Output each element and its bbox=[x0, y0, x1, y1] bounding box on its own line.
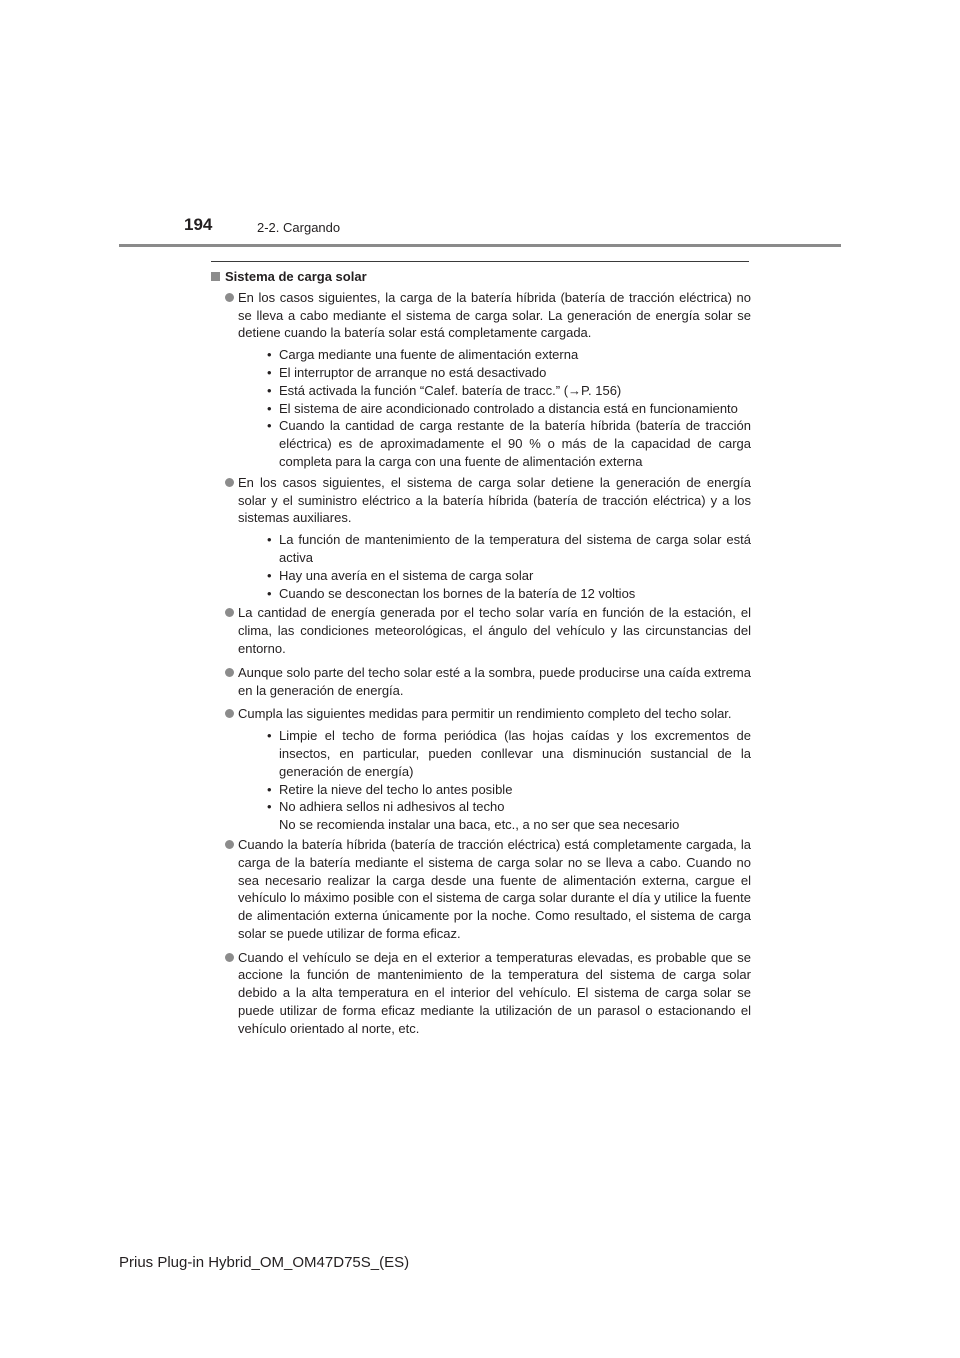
sub-list bbox=[265, 346, 751, 471]
sub-list bbox=[265, 531, 751, 602]
square-bullet-icon bbox=[211, 272, 220, 281]
bullet-point bbox=[211, 664, 751, 700]
sub-item: • Carga mediante una fuente de alimentación externa bbox=[265, 346, 751, 364]
sub-item: • Limpie el techo de forma periódica (las hojas caídas y los excrementos de insectos, en particular, pueden conllevar una disminución sustancial de la generación de energía) bbox=[265, 727, 751, 780]
bullet-text: Cuando la batería híbrida (batería de tracción eléctrica) está completamente cargada, la carga de la batería mediante el sistema de carga solar no se lleva a cabo. Cuando no sea necesario realizar la carga desde una fuente de alimentación externa, cargue el vehículo lo máximo posible con el sistema de carga solar durante el día y utilice la fuente de alimentación externa únicamente por la noche. Como resultado, el sistema de carga solar se puede utilizar de forma eficaz. bbox=[238, 836, 751, 941]
bullet-point bbox=[211, 705, 751, 834]
circle-bullet-icon bbox=[225, 478, 234, 487]
sub-item: • Cuando la cantidad de carga restante de la batería híbrida (batería de tracción eléctrica) es de aproximadamente el 90 % o más de la capacidad de carga completa para la carga con una fuente de alimentación externa bbox=[265, 417, 751, 470]
bullet-text: Cumpla las siguientes medidas para permitir un rendimiento completo del techo solar. bbox=[238, 706, 732, 722]
circle-bullet-icon bbox=[225, 293, 234, 302]
section-title: 2-2. Cargando bbox=[257, 220, 341, 235]
bullet-text: Cuando el vehículo se deja en el exterior a temperaturas elevadas, es probable que se accione la función de mantenimiento de la temperatura del sistema de carga solar debido a la alta temperatura en el interior del vehículo. El sistema de carga solar se puede utilizar de forma eficaz mediante la utilización de un parasol o estacionando el vehículo orientado al norte, etc. bbox=[238, 949, 751, 1036]
bullet-point bbox=[211, 949, 751, 1038]
bullet-text: La cantidad de energía generada por el techo solar varía en función de la estación, el clima, las condiciones meteorológicas, el ángulo del vehículo y las circunstancias del entorno. bbox=[238, 605, 751, 656]
bullet-text: En los casos siguientes, el sistema de carga solar detiene la generación de energía solar y el suministro eléctrico a la batería híbrida (batería de tracción eléctrica) y a los sistemas auxiliares. bbox=[238, 474, 751, 526]
sub-list bbox=[265, 727, 751, 834]
main-content bbox=[211, 268, 751, 1038]
sub-item: • Cuando se desconectan los bornes de la batería de 12 voltios bbox=[265, 585, 751, 603]
bullet-point bbox=[211, 474, 751, 603]
sub-item: • La función de mantenimiento de la temperatura del sistema de carga solar está activa bbox=[265, 531, 751, 567]
sub-item: • El interruptor de arranque no está desactivado bbox=[265, 364, 751, 382]
bullet-point bbox=[211, 604, 751, 657]
sub-item: • El sistema de aire acondicionado controlado a distancia está en funcionamiento bbox=[265, 400, 751, 418]
sub-item: • Hay una avería en el sistema de carga solar bbox=[265, 567, 751, 585]
sub-item: • Retire la nieve del techo lo antes posible bbox=[265, 781, 751, 799]
bullet-point bbox=[211, 289, 751, 471]
bullet-point bbox=[211, 836, 751, 943]
circle-bullet-icon bbox=[225, 840, 234, 849]
page-number: 194 bbox=[184, 215, 213, 234]
section-divider bbox=[211, 261, 749, 262]
circle-bullet-icon bbox=[225, 709, 234, 718]
circle-bullet-icon bbox=[225, 953, 234, 962]
section-heading-text: Sistema de carga solar bbox=[225, 269, 367, 284]
sub-item-continuation: No se recomienda instalar una baca, etc., a no ser que sea necesario bbox=[279, 817, 680, 833]
sub-item: • No adhiera sellos ni adhesivos al techo bbox=[265, 798, 751, 816]
bullet-text: En los casos siguientes, la carga de la batería híbrida (batería de tracción eléctrica) no se lleva a cabo mediante el sistema de carga solar. La generación de energía solar se detiene cuando la batería solar está completamente cargada. bbox=[238, 289, 751, 341]
circle-bullet-icon bbox=[225, 608, 234, 617]
section-heading bbox=[211, 268, 751, 286]
document-footer: Prius Plug-in Hybrid_OM_OM47D75S_(ES) bbox=[119, 1254, 410, 1271]
bullet-text: Aunque solo parte del techo solar esté a la sombra, puede producirse una caída extrema en la generación de energía. bbox=[238, 664, 751, 698]
header-divider bbox=[119, 244, 841, 247]
circle-bullet-icon bbox=[225, 668, 234, 677]
sub-item: • Está activada la función “Calef. batería de tracc.” (→P. 156) bbox=[265, 382, 751, 400]
